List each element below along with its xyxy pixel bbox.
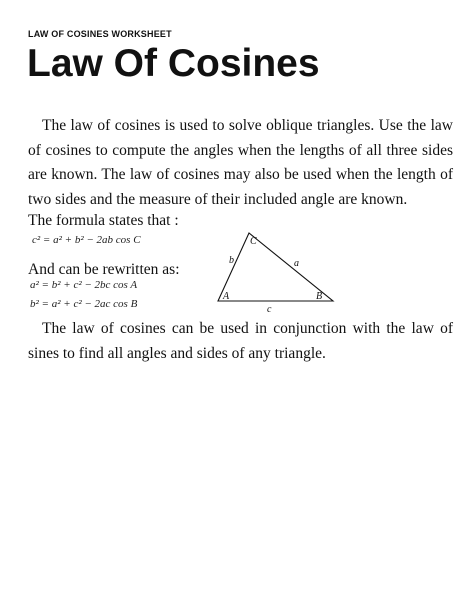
intro-paragraph: The law of cosines is used to solve oblique triangles. Use the law of cosines to compute the angles when the lengths of all three sides are known. The law of cosines may also be used when the length of two sides and the measure of their included angle are known. xyxy=(28,117,453,208)
formula-intro-text: The formula states that : xyxy=(28,212,179,229)
vertex-b-label: B xyxy=(316,291,323,302)
law-of-cosines-formula: c² = a² + b² − 2ab cos C xyxy=(32,234,141,246)
side-a-label: a xyxy=(294,258,299,269)
side-b-label: b xyxy=(229,255,234,266)
worksheet-label: LAW OF COSINES WORKSHEET xyxy=(28,29,172,39)
formula-for-b: b² = a² + c² − 2ac cos B xyxy=(30,298,138,310)
vertex-a-label: A xyxy=(223,291,230,302)
triangle-diagram xyxy=(212,228,342,314)
closing-paragraph: The law of cosines can be used in conjunction with the law of sines to find all angles and sides of any triangle. xyxy=(28,320,453,362)
rewrite-intro-text: And can be rewritten as: xyxy=(28,261,180,278)
side-c-label: c xyxy=(267,304,272,314)
formula-for-a: a² = b² + c² − 2bc cos A xyxy=(30,279,138,291)
page-title: Law Of Cosines xyxy=(27,42,320,85)
vertex-c-label: C xyxy=(250,236,257,247)
